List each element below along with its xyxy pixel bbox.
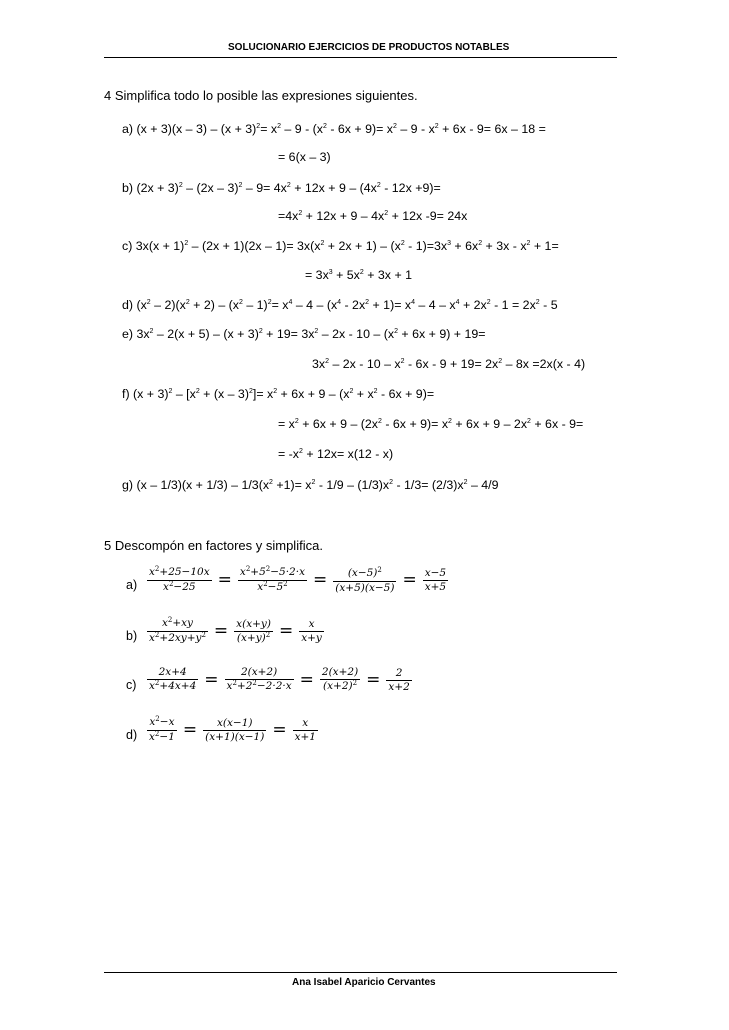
q4-line-f2: = $x^2 + 6x + 9 - (2x^2 - 6x + 9)= x^2 + 6x + 9 - 2x^2 + 6x - 9=$ — [278, 417, 584, 431]
fraction — [333, 567, 396, 595]
fraction-numerator: $x^2+5^2-5\cdot 2\cdot x$ — [239, 565, 305, 578]
fraction-numerator: $x^2+25-10x$ — [149, 565, 210, 578]
fraction-denominator: (x+1)(x−1) — [205, 731, 265, 743]
question-4-heading: 4 Simplifica todo lo posible las expresiones siguientes. — [104, 88, 418, 103]
fraction-denominator: $(x+y)^2$ — [236, 630, 271, 644]
equals-sign: = — [272, 720, 287, 740]
fraction-numerator: x(x+y) — [236, 617, 271, 630]
fraction-numerator: 2x+4 — [158, 666, 187, 678]
q5-item-a-label: a) — [126, 578, 138, 592]
fraction-denominator: $x^2-25$ — [163, 580, 196, 593]
page-header-title: SOLUCIONARIO EJERCICIOS DE PRODUCTOS NOTABLES — [228, 42, 510, 53]
q5-item-c-math — [145, 666, 414, 694]
fraction-numerator: x — [308, 618, 315, 630]
equals-sign: = — [204, 669, 219, 690]
fraction-numerator: 2(x+2) — [240, 666, 278, 678]
fraction — [225, 666, 294, 694]
q4-line-c2: = $3x^3 + 5x^2 + 3x + 1$ — [305, 268, 413, 282]
fraction-denominator: $x^2+2^2-2\cdot 2\cdot x$ — [226, 679, 292, 692]
equals-sign: = — [182, 720, 198, 740]
equals-sign: = — [402, 570, 417, 590]
q4-line-a2: = 6(x – 3) — [278, 150, 331, 164]
q5-item-a-math — [145, 566, 450, 595]
fraction-denominator: $x^2-1$ — [149, 730, 175, 743]
q4-line-e2: $3x^2 - 2x - 10 - x^2 - 6x - 9 + 19= 2x^2 - 8x =2x(x - 4)$ — [312, 357, 586, 371]
equals-sign: = — [213, 621, 229, 641]
fraction — [203, 717, 266, 744]
fraction-denominator: $x^2+2xy+y^2$ — [149, 631, 206, 644]
fraction — [234, 618, 273, 646]
q4-line-g1: g) $(x - 1/3)(x + 1/3) - 1/3(x^2 +1)= x^2 - 1/9 - (1/3)x^2 - 1/3= (2/3)x^2 - 4/9$ — [122, 478, 499, 492]
q5-item-d-label: d) — [126, 728, 138, 742]
fraction-denominator: x+y — [301, 632, 322, 644]
fraction — [147, 566, 212, 595]
fraction — [293, 717, 318, 744]
page-footer-author: Ana Isabel Aparicio Cervantes — [292, 977, 436, 988]
q4-line-b1: b) $(2x + 3)^2 - (2x - 3)^2 - 9= 4x^2 + 12x + 9 - (4x^2 - 12x +9)=$ — [122, 181, 441, 195]
fraction — [299, 618, 324, 645]
fraction — [423, 567, 448, 594]
fraction-numerator: x(x−1) — [216, 717, 253, 729]
q5-item-d-math — [145, 716, 320, 745]
equals-sign: = — [313, 570, 328, 590]
fraction-denominator: $x^2+4x+4$ — [149, 679, 197, 692]
q4-line-c1: c) $3x(x + 1)^2 - (2x + 1)(2x - 1)= 3x(x^2 + 2x + 1) - (x^2 - 1)=3x^3 + 6x^2 + 3x - x^2 + 1=$ — [122, 239, 559, 253]
q5-item-b-math — [145, 617, 326, 646]
q4-line-e1: e) $3x^2 - 2(x + 5) - (x + 3)^2 + 19= 3x^2 - 2x - 10 - (x^2 + 6x + 9) + 19=$ — [122, 327, 486, 341]
fraction — [238, 566, 307, 595]
fraction-denominator: $(x+2)^2$ — [323, 679, 358, 692]
equals-sign: = — [217, 570, 232, 590]
fraction-denominator: $x^2-5^2$ — [257, 580, 288, 593]
fraction-denominator: (x+5)(x−5) — [335, 581, 395, 594]
fraction-denominator: x+2 — [388, 680, 410, 693]
fraction-numerator: $x^2+xy$ — [161, 616, 193, 629]
fraction-numerator: $x^2-x$ — [149, 715, 175, 728]
q4-line-a1: a) $(x + 3)(x - 3) - (x + 3)^2= x^2 - 9 - (x^2 - 6x + 9)= x^2 - 9 - x^2 + 6x - 9= 6x - 18$ = — [122, 122, 546, 136]
fraction — [320, 666, 360, 694]
footer-rule — [104, 972, 617, 973]
q5-item-c-label: c) — [126, 678, 137, 692]
fraction-numerator: x−5 — [424, 567, 447, 579]
fraction-numerator: x — [302, 717, 309, 729]
q4-line-b2: $=4x^2 + 12x + 9 - 4x^2 + 12x$ -9= 24x — [278, 209, 468, 223]
fraction-denominator: x+5 — [424, 581, 447, 593]
q4-line-f3: = $-x^2 + 12x= x(12 - x)$ — [278, 447, 394, 461]
fraction-numerator: $(x-5)^2$ — [347, 565, 382, 579]
fraction-denominator: x+1 — [294, 731, 316, 743]
fraction — [386, 667, 411, 694]
fraction — [147, 666, 198, 694]
q4-line-f1: f) $(x + 3)^2 - [x^2 + (x - 3)^2]= x^2 + 6x + 9 - (x^2 + x^2 - 6x + 9)=$ — [122, 387, 435, 401]
q5-item-b-label: b) — [126, 629, 138, 643]
fraction-numerator: 2(x+2) — [321, 666, 359, 678]
header-rule — [104, 57, 617, 58]
fraction — [147, 716, 177, 745]
fraction-numerator: 2 — [395, 666, 403, 679]
fraction — [147, 617, 208, 646]
q4-line-d1: d) $(x^2 - 2)(x^2 + 2) - (x^2 - 1)^2= x^4 - 4 - (x^4 - 2x^2 + 1)= x^4 - 4 - x^4 + 2x^2 - 1 = 2x^2 - 5$ — [122, 298, 558, 312]
equals-sign: = — [299, 669, 314, 690]
equals-sign: = — [366, 669, 381, 690]
question-5-heading: 5 Descompón en factores y simplifica. — [104, 538, 323, 553]
equals-sign: = — [278, 621, 294, 641]
